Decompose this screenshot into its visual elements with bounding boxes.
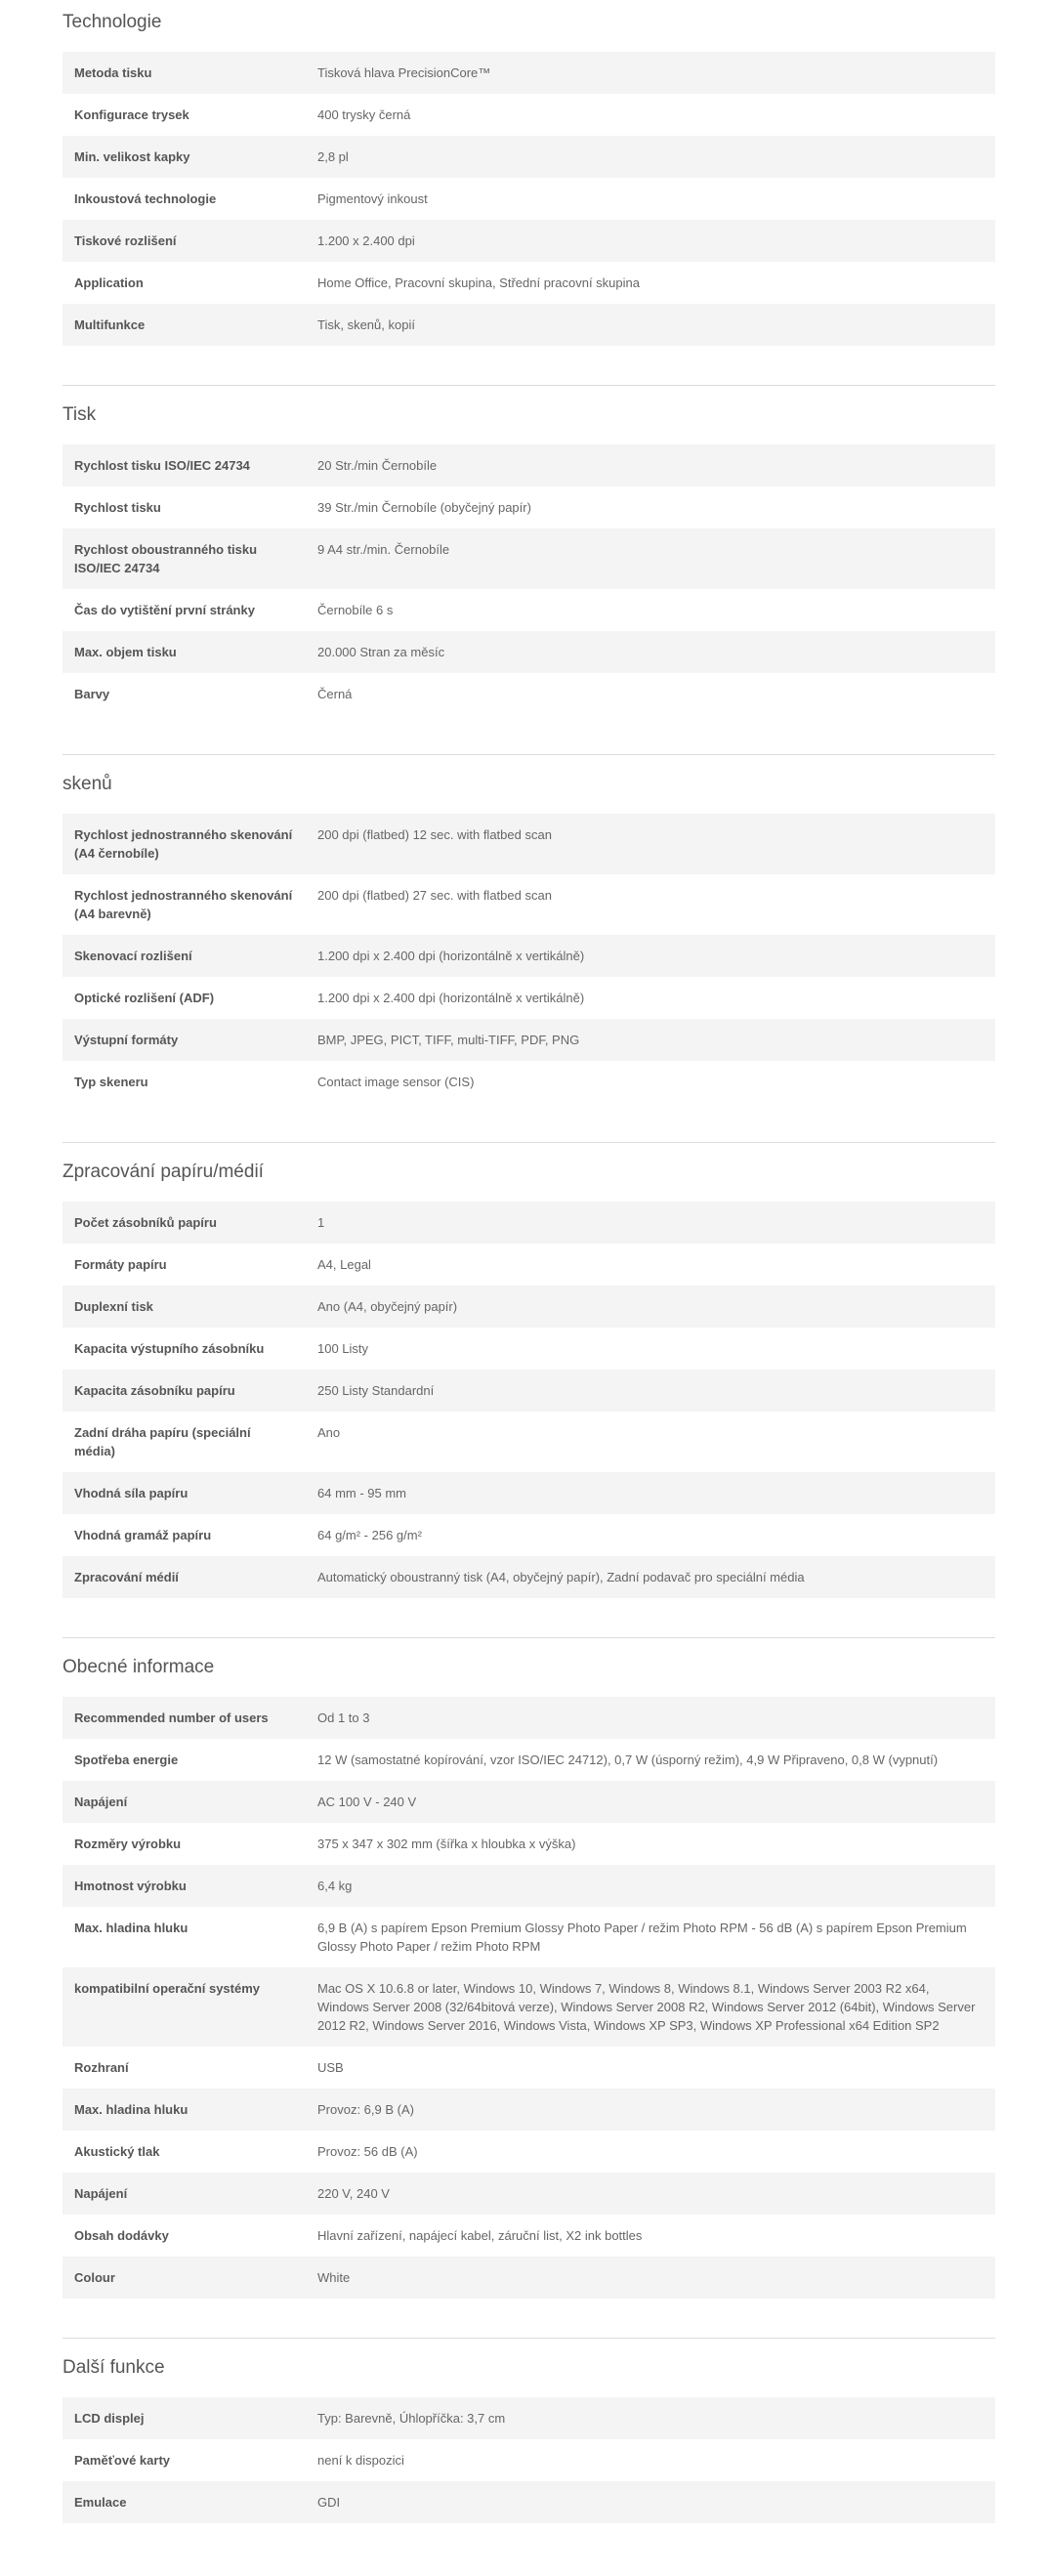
spec-value: 39 Str./min Černobíle (obyčejný papír) <box>317 500 531 515</box>
spec-row <box>63 1019 995 1061</box>
spec-row <box>63 2215 995 2257</box>
section-title: skenů <box>63 774 112 794</box>
spec-row <box>63 1328 995 1370</box>
spec-label: Kapacita výstupního zásobníku <box>74 1341 265 1356</box>
spec-row <box>63 2089 995 2131</box>
spec-row <box>63 94 995 136</box>
spec-section <box>63 385 995 715</box>
spec-value: 1.200 dpi x 2.400 dpi (horizontálně x vertikálně) <box>317 949 585 963</box>
spec-row <box>63 1370 995 1412</box>
spec-label: Rozhraní <box>74 2060 129 2075</box>
spec-row <box>63 814 995 874</box>
spec-label: Max. hladina hluku <box>74 2102 189 2117</box>
spec-value: 64 mm - 95 mm <box>317 1486 407 1500</box>
spec-table <box>63 2397 995 2523</box>
spec-value: Hlavní zařízení, napájecí kabel, záruční list, X2 ink bottles <box>317 2228 643 2243</box>
spec-table <box>63 1202 995 1598</box>
spec-label: kompatibilní operační systémy <box>74 1981 261 1996</box>
spec-row <box>63 304 995 346</box>
spec-label: Akustický tlak <box>74 2144 160 2159</box>
spec-value: 400 trysky černá <box>317 107 411 122</box>
spec-label: Rychlost jednostranného skenování (A4 barevně) <box>74 888 293 921</box>
spec-value: 1 <box>317 1215 325 1230</box>
spec-label: Rychlost jednostranného skenování (A4 černobíle) <box>74 827 293 861</box>
spec-label: Rychlost tisku ISO/IEC 24734 <box>74 458 250 473</box>
spec-value: Černá <box>317 687 353 701</box>
spec-label: Recommended number of users <box>74 1710 269 1725</box>
spec-label: Formáty papíru <box>74 1257 167 1272</box>
spec-row <box>63 444 995 486</box>
spec-row <box>63 1781 995 1823</box>
spec-label: Typ skeneru <box>74 1075 148 1089</box>
spec-value: Černobíle 6 s <box>317 603 394 617</box>
spec-label: Kapacita zásobníku papíru <box>74 1383 235 1398</box>
spec-label: Skenovací rozlišení <box>74 949 192 963</box>
spec-label: Konfigurace trysek <box>74 107 189 122</box>
spec-row <box>63 1472 995 1514</box>
spec-label: Colour <box>74 2270 115 2285</box>
spec-label: Emulace <box>74 2495 127 2510</box>
spec-row <box>63 2481 995 2523</box>
spec-value: USB <box>317 2060 344 2075</box>
spec-label: Spotřeba energie <box>74 1753 179 1767</box>
spec-value: Contact image sensor (CIS) <box>317 1075 475 1089</box>
spec-section <box>63 1142 995 1598</box>
spec-row <box>63 1061 995 1103</box>
spec-row <box>63 673 995 715</box>
spec-section <box>63 1637 995 2299</box>
spec-value: 6,9 B (A) s papírem Epson Premium Glossy Photo Paper / režim Photo RPM - 56 dB (A) s papírem Epson Premium Glossy Photo Paper / režim Photo RPM <box>317 1921 967 1954</box>
spec-value: 100 Listy <box>317 1341 369 1356</box>
spec-row <box>63 1286 995 1328</box>
spec-value: 1.200 x 2.400 dpi <box>317 233 415 248</box>
spec-value: Provoz: 6,9 B (A) <box>317 2102 414 2117</box>
spec-label: Application <box>74 275 144 290</box>
spec-label: Napájení <box>74 2186 128 2201</box>
spec-label: Min. velikost kapky <box>74 149 190 164</box>
spec-label: Zpracování médií <box>74 1570 179 1584</box>
spec-row <box>63 1697 995 1739</box>
section-title: Zpracování papíru/médií <box>63 1161 264 1182</box>
spec-value: 2,8 pl <box>317 149 349 164</box>
spec-value: 9 A4 str./min. Černobíle <box>317 542 450 557</box>
spec-label: Max. hladina hluku <box>74 1921 189 1935</box>
spec-value: 220 V, 240 V <box>317 2186 390 2201</box>
spec-label: Hmotnost výrobku <box>74 1879 187 1893</box>
spec-row <box>63 1244 995 1286</box>
spec-row <box>63 2257 995 2299</box>
spec-value: Provoz: 56 dB (A) <box>317 2144 418 2159</box>
spec-value: 64 g/m² - 256 g/m² <box>317 1528 422 1542</box>
spec-value: AC 100 V - 240 V <box>317 1795 417 1809</box>
spec-row <box>63 136 995 178</box>
spec-label: Paměťové karty <box>74 2453 171 2468</box>
spec-value: Od 1 to 3 <box>317 1710 370 1725</box>
spec-label: Vhodná gramáž papíru <box>74 1528 212 1542</box>
spec-label: Napájení <box>74 1795 128 1809</box>
spec-row <box>63 1907 995 1967</box>
section-title: Další funkce <box>63 2357 165 2378</box>
spec-label: Inkoustová technologie <box>74 191 217 206</box>
spec-row <box>63 1412 995 1472</box>
spec-value: 375 x 347 x 302 mm (šířka x hloubka x výška) <box>317 1837 576 1851</box>
spec-value: Automatický oboustranný tisk (A4, obyčejný papír), Zadní podavač pro speciální média <box>317 1570 805 1584</box>
spec-label: Rozměry výrobku <box>74 1837 182 1851</box>
section-title: Technologie <box>63 12 162 32</box>
spec-value: A4, Legal <box>317 1257 371 1272</box>
spec-table <box>63 1697 995 2299</box>
spec-value: BMP, JPEG, PICT, TIFF, multi-TIFF, PDF, PNG <box>317 1033 580 1047</box>
spec-value: Pigmentový inkoust <box>317 191 428 206</box>
spec-row <box>63 874 995 935</box>
section-title: Tisk <box>63 404 97 425</box>
spec-value: 20.000 Stran za měsíc <box>317 645 445 659</box>
spec-label: Rychlost oboustranného tisku ISO/IEC 24734 <box>74 542 258 575</box>
spec-row <box>63 1202 995 1244</box>
spec-label: Tiskové rozlišení <box>74 233 177 248</box>
spec-label: Obsah dodávky <box>74 2228 169 2243</box>
section-title: Obecné informace <box>63 1657 215 1677</box>
spec-row <box>63 2439 995 2481</box>
spec-table <box>63 814 995 1103</box>
spec-label: Multifunkce <box>74 317 146 332</box>
spec-row <box>63 631 995 673</box>
spec-row <box>63 2173 995 2215</box>
spec-row <box>63 2131 995 2173</box>
spec-row <box>63 220 995 262</box>
spec-row <box>63 977 995 1019</box>
spec-row <box>63 589 995 631</box>
spec-row <box>63 1823 995 1865</box>
spec-row <box>63 1514 995 1556</box>
spec-value: 20 Str./min Černobíle <box>317 458 438 473</box>
spec-value: Tisk, skenů, kopií <box>317 317 415 332</box>
spec-value: Tisková hlava PrecisionCore™ <box>317 65 491 80</box>
spec-row <box>63 1739 995 1781</box>
spec-row <box>63 262 995 304</box>
spec-row <box>63 1865 995 1907</box>
spec-value: Ano <box>317 1425 341 1440</box>
spec-row <box>63 486 995 528</box>
spec-value: 200 dpi (flatbed) 27 sec. with flatbed scan <box>317 888 552 903</box>
spec-row <box>63 1556 995 1598</box>
spec-label: Max. objem tisku <box>74 645 177 659</box>
spec-table <box>63 52 995 346</box>
spec-value: 12 W (samostatné kopírování, vzor ISO/IEC 24712), 0,7 W (úsporný režim), 4,9 W Připraveno, 0,8 W (vypnutí) <box>317 1753 939 1767</box>
spec-value: White <box>317 2270 351 2285</box>
spec-row <box>63 528 995 589</box>
spec-value: Ano (A4, obyčejný papír) <box>317 1299 458 1314</box>
spec-section <box>63 0 995 346</box>
spec-label: Zadní dráha papíru (speciální média) <box>74 1425 251 1458</box>
spec-label: Čas do vytištění první stránky <box>74 603 255 617</box>
spec-value: není k dispozici <box>317 2453 404 2468</box>
spec-label: Vhodná síla papíru <box>74 1486 189 1500</box>
spec-label: Optické rozlišení (ADF) <box>74 991 215 1005</box>
spec-section <box>63 754 995 1103</box>
spec-value: Home Office, Pracovní skupina, Střední pracovní skupina <box>317 275 640 290</box>
spec-label: Metoda tisku <box>74 65 152 80</box>
spec-label: Výstupní formáty <box>74 1033 179 1047</box>
spec-value: 200 dpi (flatbed) 12 sec. with flatbed scan <box>317 827 552 842</box>
spec-label: Duplexní tisk <box>74 1299 153 1314</box>
spec-label: Rychlost tisku <box>74 500 161 515</box>
spec-value: Typ: Barevně, Úhlopříčka: 3,7 cm <box>317 2411 506 2426</box>
spec-row <box>63 935 995 977</box>
spec-value: Mac OS X 10.6.8 or later, Windows 10, Windows 7, Windows 8, Windows 8.1, Windows Server 2003 R2 x64, Windows Server 2008 (32/64bitová verze), Windows Server 2008 R2, Windows Server 2012 (64bit), Windows Server 2012 R2, Windows Server 2016, Windows Vista, Windows XP SP3, Windows XP Professional x64 Edition SP2 <box>317 1981 976 2033</box>
spec-section <box>63 2338 995 2523</box>
spec-row <box>63 2397 995 2439</box>
spec-table <box>63 444 995 715</box>
spec-row <box>63 52 995 94</box>
spec-label: Počet zásobníků papíru <box>74 1215 217 1230</box>
spec-label: LCD displej <box>74 2411 145 2426</box>
spec-value: 1.200 dpi x 2.400 dpi (horizontálně x vertikálně) <box>317 991 585 1005</box>
spec-value: 250 Listy Standardní <box>317 1383 435 1398</box>
spec-label: Barvy <box>74 687 110 701</box>
spec-row <box>63 2047 995 2089</box>
spec-value: GDI <box>317 2495 341 2510</box>
spec-row <box>63 1967 995 2047</box>
spec-value: 6,4 kg <box>317 1879 353 1893</box>
spec-row <box>63 178 995 220</box>
